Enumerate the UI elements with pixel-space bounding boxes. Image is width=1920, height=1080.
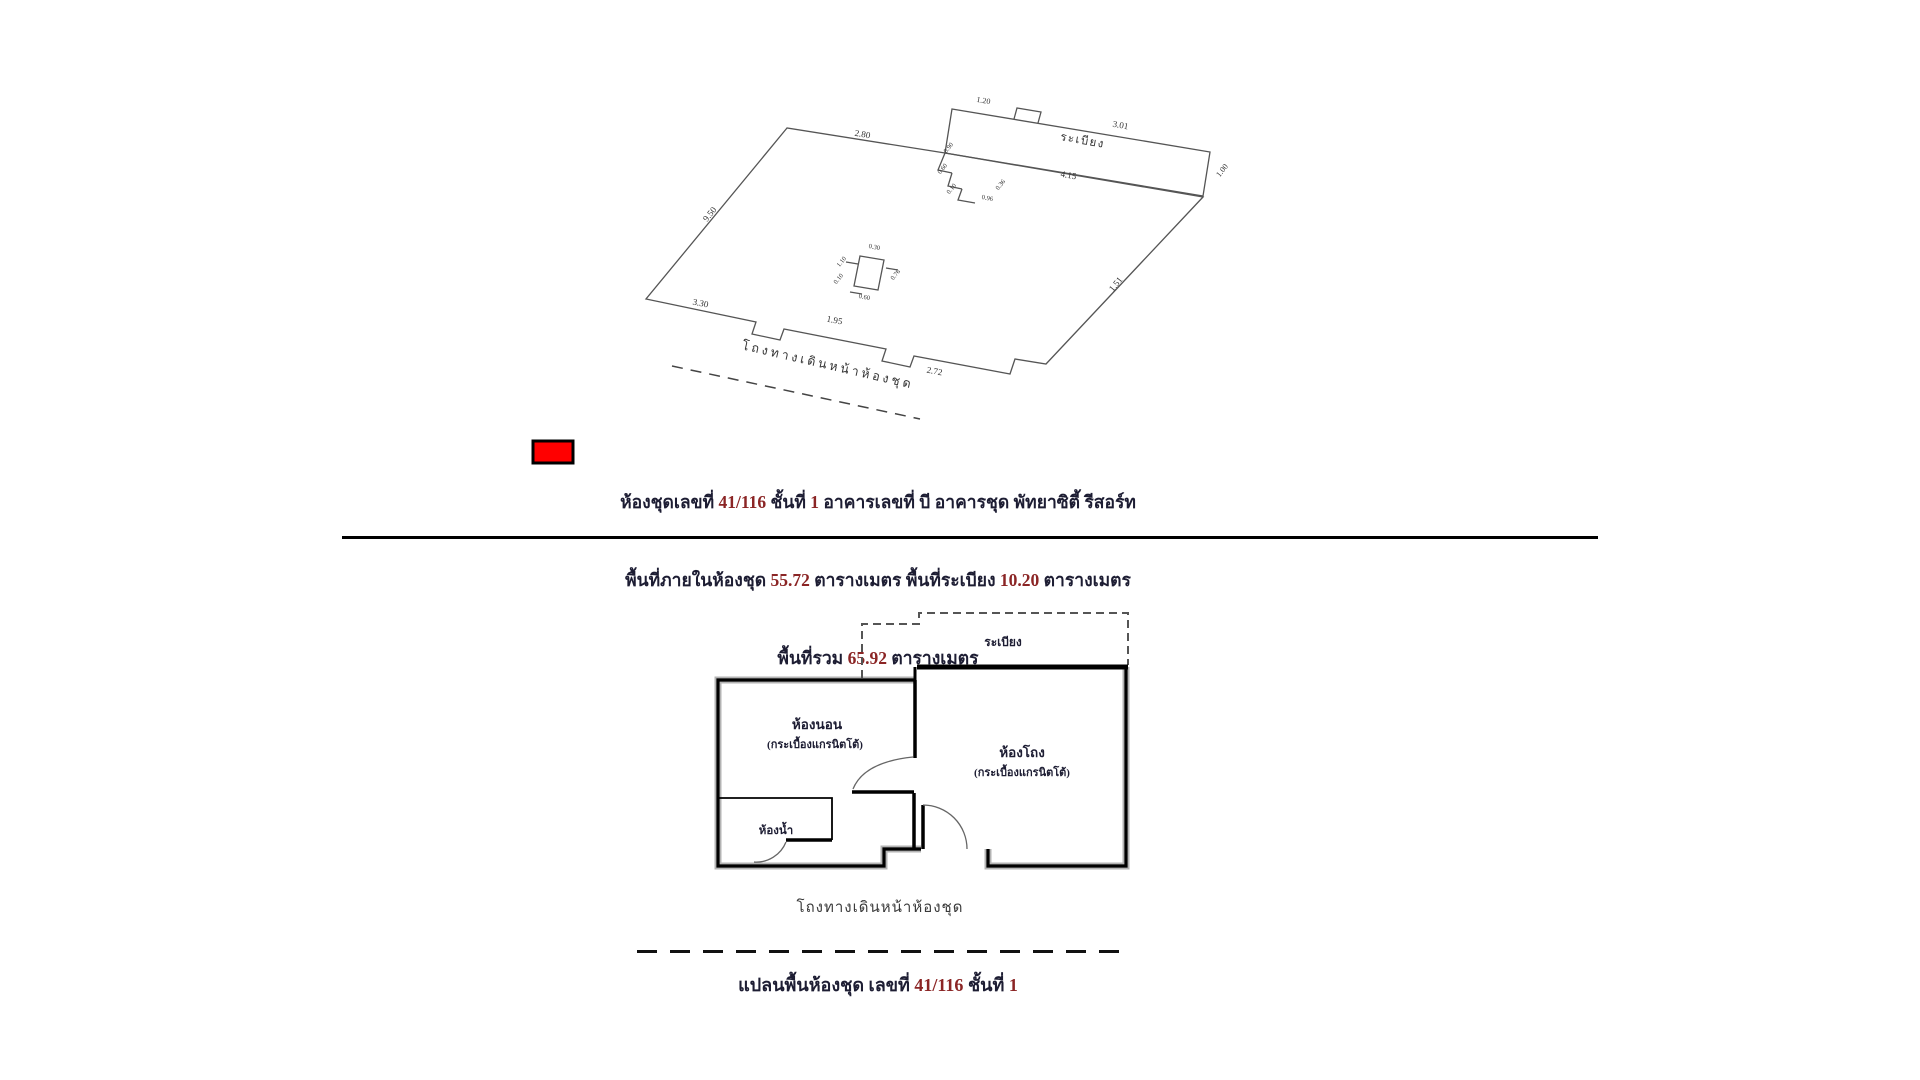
floor-plan: [690, 590, 1150, 900]
legend-line-1: ห้องชุดเลขที่ 41/116 ชั้นที่ 1 อาคารเลขที่ บี อาคารชุด พัทยาซิตี้ รีสอร์ท: [620, 492, 1136, 512]
dimension-label: 1.20: [975, 94, 992, 107]
dimension-label: 2.80: [853, 127, 872, 141]
bedroom-floor-label: (กระเบื้องแกรนิตโต้): [767, 739, 863, 751]
hall-floor-label: (กระเบื้องแกรนิตโต้): [974, 767, 1070, 779]
caption-dashed-line: [637, 950, 1119, 953]
dimension-label: 0.10: [945, 182, 959, 196]
plan-caption: แปลนพื้นห้องชุด เลขที่ 41/116 ชั้นที่ 1: [738, 975, 1018, 995]
dimension-label: 0.36: [994, 178, 1008, 192]
dimension-label: 1.95: [825, 313, 844, 327]
corridor-label: โถงทางเดินหน้าห้องชุด: [796, 900, 964, 916]
legend-line-3: พื้นที่รวม 65.92 ตารางเมตร: [777, 648, 979, 668]
bedroom-label: ห้องนอน: [791, 717, 843, 732]
dimension-label: 4.15: [1059, 168, 1078, 182]
dimension-label: 0.96: [981, 194, 994, 204]
unit-outline: [646, 108, 1210, 374]
section-divider: [342, 536, 1598, 539]
dimension-label: 0.60: [936, 162, 950, 176]
dimension-label: 1.51: [1106, 274, 1125, 294]
dimension-label: 0.90: [942, 141, 956, 155]
balcony-label: ระเบียง: [1059, 131, 1106, 151]
dimension-label: 0.30: [868, 243, 881, 253]
dimension-label: 0.60: [858, 293, 871, 303]
dimension-label: 0.76: [889, 268, 903, 282]
hall-label: ห้องโถง: [999, 745, 1045, 760]
dimension-label: 3.01: [1111, 118, 1130, 132]
door-arcs: [754, 757, 967, 862]
top-survey-plan: [600, 80, 1320, 450]
dimension-label: 1.00: [1214, 162, 1230, 179]
bathroom-label: ห้องน้ำ: [758, 825, 794, 837]
dimension-label: 3.30: [691, 296, 710, 310]
dimension-label: 2.72: [925, 364, 944, 378]
corridor-label: โถงทางเดินหน้าห้องชุด: [740, 338, 916, 392]
dimension-label: 1.10: [835, 255, 849, 269]
legend-line-2: พื้นที่ภายในห้องชุด 55.72 ตารางเมตร พื้นที่ระเบียง 10.20 ตารางเมตร: [625, 570, 1131, 590]
dimension-label: 0.10: [832, 272, 846, 286]
dimension-label: 9.50: [700, 204, 719, 224]
balcony-label: ระเบียง: [984, 635, 1022, 649]
